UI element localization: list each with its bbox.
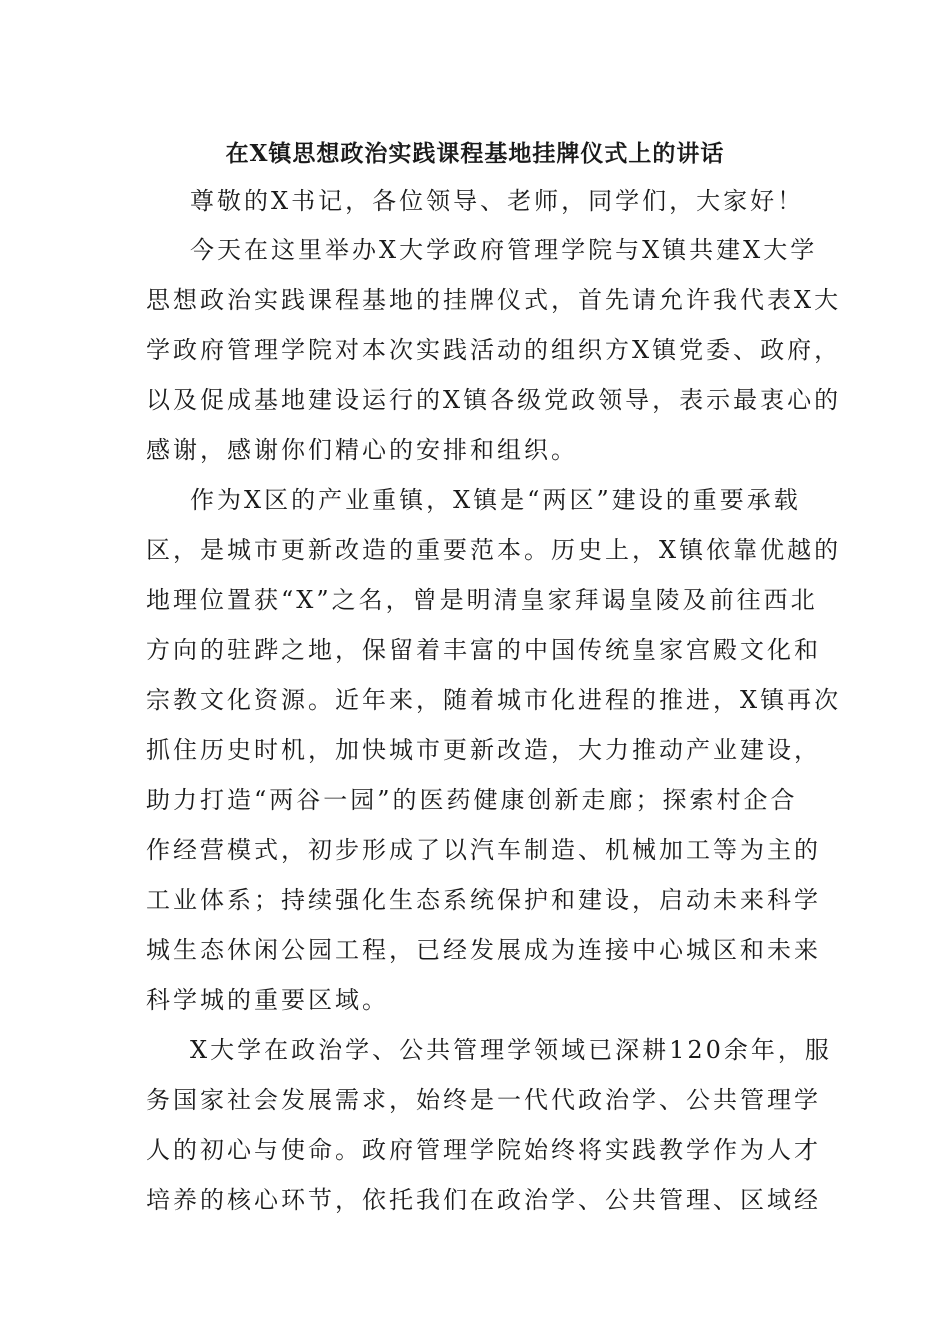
paragraph-line: 宗教文化资源。近年来，随着城市化进程的推进，X镇再次 (146, 686, 842, 714)
paragraph-line: 感谢，感谢你们精心的安排和组织。 (146, 436, 578, 464)
paragraph-line: 方向的驻跸之地，保留着丰富的中国传统皇家宫殿文化和 (146, 636, 821, 664)
paragraph-line: 今天在这里举办X大学政府管理学院与X镇共建X大学 (190, 236, 818, 264)
paragraph-line: 以及促成基地建设运行的X镇各级党政领导，表示最衷心的 (146, 386, 842, 414)
paragraph-line: 抓住历史时机，加快城市更新改造，大力推动产业建设， (146, 736, 821, 764)
paragraph-line: 区，是城市更新改造的重要范本。历史上，X镇依靠优越的 (146, 536, 842, 564)
paragraph-line: 助力打造“两谷一园”的医药健康创新走廊；探索村企合 (146, 786, 798, 814)
paragraph-line: 工业体系；持续强化生态系统保护和建设，启动未来科学 (146, 886, 821, 914)
paragraph-line: 培养的核心环节，依托我们在政治学、公共管理、区域经 (146, 1186, 821, 1214)
paragraph-line: 地理位置获“X”之名，曾是明清皇家拜谒皇陵及前往西北 (146, 586, 818, 614)
paragraph-line: 思想政治实践课程基地的挂牌仪式，首先请允许我代表X大 (146, 286, 842, 314)
paragraph-line: 科学城的重要区域。 (146, 986, 389, 1014)
paragraph-line: 人的初心与使命。政府管理学院始终将实践教学作为人才 (146, 1136, 821, 1164)
document-title: 在X镇思想政治实践课程基地挂牌仪式上的讲话 (225, 140, 725, 167)
paragraph-line: X大学在政治学、公共管理学领域已深耕120余年，服 (190, 1036, 832, 1064)
paragraph-line: 城生态休闲公园工程，已经发展成为连接中心城区和未来 (146, 936, 821, 964)
paragraph-line: 务国家社会发展需求，始终是一代代政治学、公共管理学 (146, 1086, 821, 1114)
greeting-line: 尊敬的X书记，各位领导、老师，同学们，大家好！ (190, 187, 805, 215)
paragraph-line: 作经营模式，初步形成了以汽车制造、机械加工等为主的 (146, 836, 821, 864)
paragraph-line: 作为X区的产业重镇，X镇是“两区”建设的重要承载 (190, 486, 801, 514)
paragraph-line: 学政府管理学院对本次实践活动的组织方X镇党委、政府， (146, 336, 842, 364)
